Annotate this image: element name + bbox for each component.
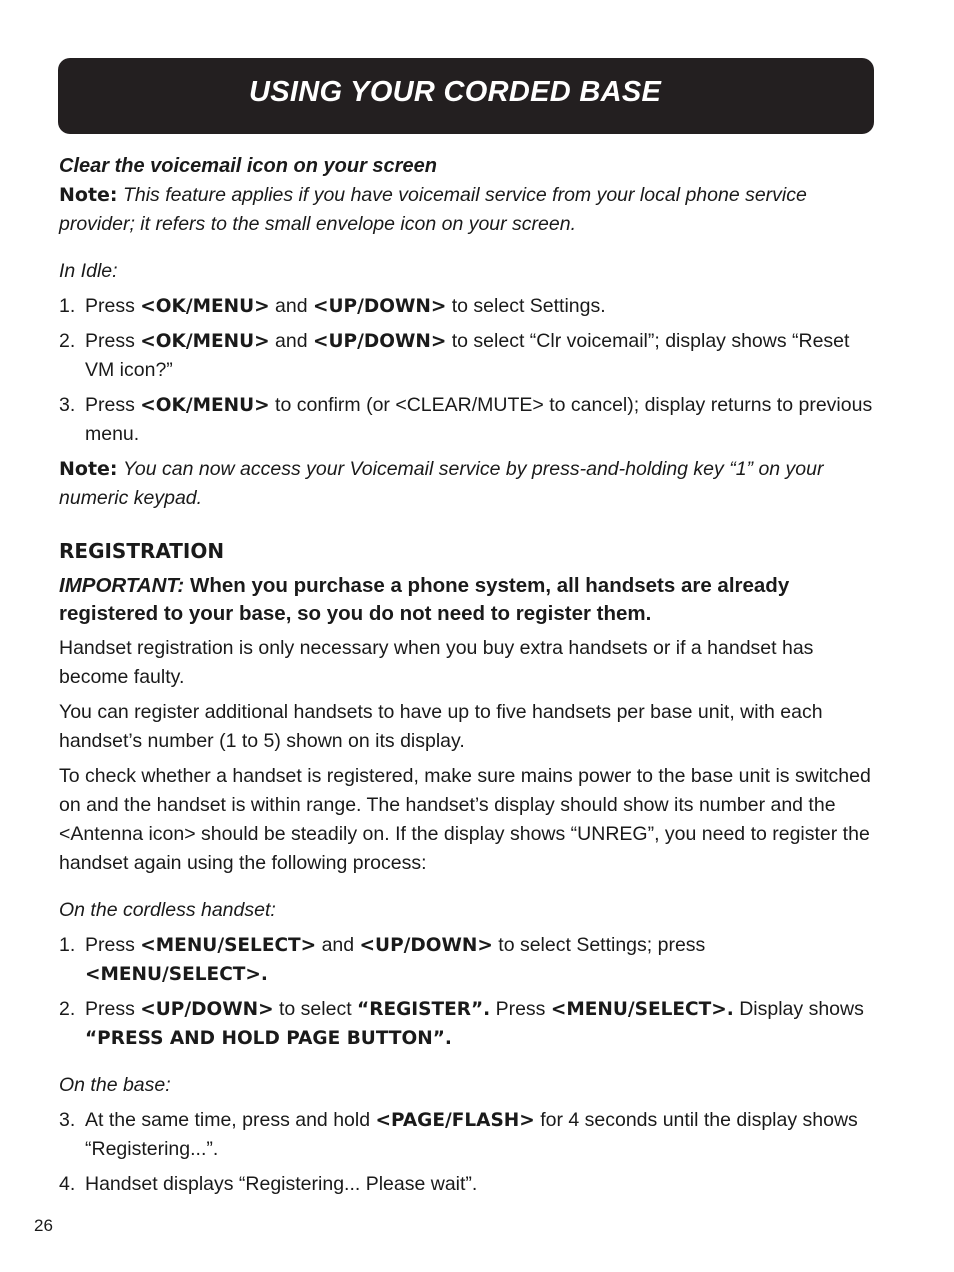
registration-paragraph: You can register additional handsets to have up to five handsets per base unit, with each handset’s number (1 to 5) shown on its display. xyxy=(59,701,823,752)
registration-paragraph: To check whether a handset is registered, make sure mains power to the base unit is switched on and the handset is within range. The handset’s display should show its number and the <Antenna icon> should be steadily on. If the display shows “UNREG”, you need to register the handset again using the following process: xyxy=(59,765,871,874)
step-text: to confirm (or <CLEAR/MUTE> to cancel); display returns to previous menu. xyxy=(85,394,873,445)
voicemail-subheading: Clear the voicemail icon on your screen xyxy=(59,155,437,177)
step-text: to select “Clr voicemail”; display shows “Reset VM icon?” xyxy=(85,330,850,381)
registration-paragraph: Handset registration is only necessary when you buy extra handsets or if a handset has become faulty. xyxy=(59,637,814,688)
step-item xyxy=(59,391,875,449)
key-name: <UP/DOWN> xyxy=(313,296,447,317)
step-item xyxy=(59,327,875,385)
mode-label-idle: In Idle: xyxy=(59,260,118,282)
step-number: 2. xyxy=(59,330,76,352)
step-number: 3. xyxy=(59,394,76,416)
step-text: to select Settings. xyxy=(446,295,606,317)
step-item xyxy=(59,995,875,1053)
step-text: and xyxy=(316,934,360,956)
registration-steps-base xyxy=(59,1106,875,1199)
step-text: to select Settings; press xyxy=(492,934,706,956)
key-name: <UP/DOWN> xyxy=(359,935,493,956)
step-item xyxy=(59,292,875,321)
step-text: Press xyxy=(85,394,141,416)
step-text: Press xyxy=(85,934,141,956)
step-number: 1. xyxy=(59,934,76,956)
important-notice xyxy=(59,572,875,628)
registration-steps-handset xyxy=(59,931,875,1053)
step-text: At the same time, press and hold xyxy=(85,1109,376,1131)
section-banner xyxy=(58,58,874,134)
step-text: for 4 seconds until the display shows “Registering...”. xyxy=(85,1109,858,1160)
step-text: Handset displays “Registering... Please wait”. xyxy=(85,1173,478,1195)
key-name: <UP/DOWN> xyxy=(140,999,274,1020)
step-text: Press xyxy=(85,295,141,317)
key-name: <PAGE/FLASH> xyxy=(375,1110,535,1131)
step-number: 3. xyxy=(59,1109,76,1131)
key-name: <OK/MENU> xyxy=(140,395,270,416)
voicemail-steps xyxy=(59,292,875,449)
registration-heading: REGISTRATION xyxy=(59,539,225,563)
note-text: You can now access your Voicemail service by press-and-holding key “1” on your numeric keypad. xyxy=(59,458,824,509)
key-name: <OK/MENU> xyxy=(140,331,270,352)
step-text: Press xyxy=(85,330,141,352)
step-text: Display shows xyxy=(733,998,864,1020)
display-message: “PRESS AND HOLD PAGE BUTTON”. xyxy=(85,1028,452,1049)
key-name: “REGISTER”. xyxy=(357,999,491,1020)
page-number: 26 xyxy=(34,1216,53,1235)
mode-label-handset: On the cordless handset: xyxy=(59,899,276,921)
step-text: Press xyxy=(490,998,551,1020)
note-label: Note: xyxy=(59,184,118,206)
important-label: IMPORTANT: xyxy=(59,574,185,597)
step-number: 2. xyxy=(59,998,76,1020)
step-text: and xyxy=(269,295,314,317)
page-content xyxy=(59,152,875,1205)
step-item xyxy=(59,1170,875,1199)
key-name: <UP/DOWN> xyxy=(313,331,447,352)
step-text: to select xyxy=(273,998,358,1020)
key-name: <OK/MENU> xyxy=(140,296,270,317)
key-name: <MENU/SELECT>. xyxy=(550,999,734,1020)
step-number: 4. xyxy=(59,1173,76,1195)
voicemail-note xyxy=(59,181,875,239)
note-text: This feature applies if you have voicemail service from your local phone service provider; it refers to the small envelope icon on your screen. xyxy=(59,184,807,235)
page-title: USING YOUR CORDED BASE xyxy=(249,76,662,108)
important-text: When you purchase a phone system, all handsets are already registered to your base, so you do not need to register them. xyxy=(59,574,790,625)
voicemail-note-2 xyxy=(59,455,875,513)
key-name: <MENU/SELECT> xyxy=(140,935,317,956)
key-name: <MENU/SELECT>. xyxy=(85,964,268,985)
step-item xyxy=(59,931,875,989)
mode-label-base: On the base: xyxy=(59,1074,171,1096)
step-text: Press xyxy=(85,998,141,1020)
step-number: 1. xyxy=(59,295,76,317)
note-label: Note: xyxy=(59,458,118,480)
step-text: and xyxy=(269,330,314,352)
step-item xyxy=(59,1106,875,1164)
